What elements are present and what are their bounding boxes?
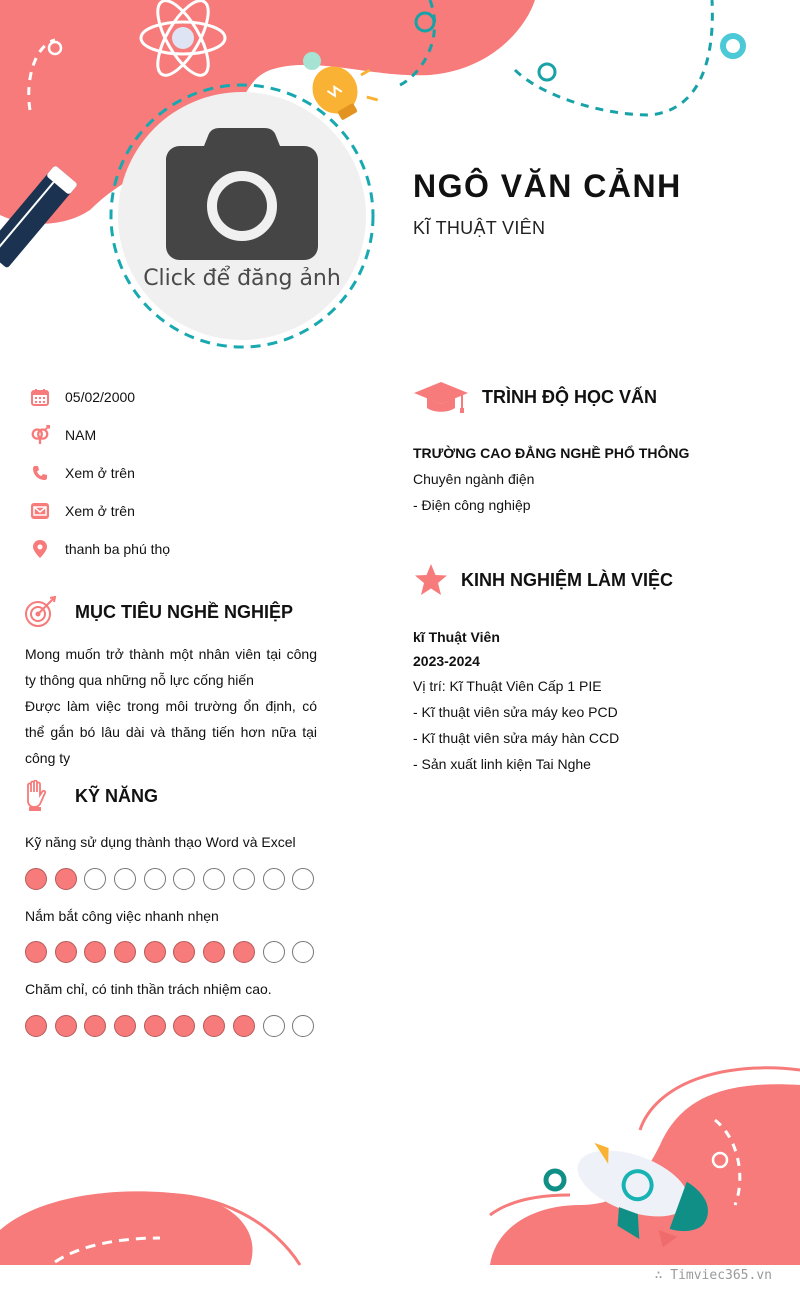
rating-dot-empty: [292, 1015, 314, 1037]
phone-icon: [30, 463, 50, 483]
info-phone: [30, 461, 135, 485]
experience-heading: KINH NGHIỆM LÀM VIỆC: [461, 569, 674, 590]
info-gender: [30, 423, 96, 447]
birthday-text: 05/02/2000: [65, 389, 136, 405]
rating-dot-filled: [233, 941, 255, 963]
star-icon: [414, 563, 448, 597]
experience-header: [414, 563, 673, 597]
rating-dot-empty: [292, 941, 314, 963]
skills-header: [24, 780, 158, 812]
rating-dot-filled: [25, 1015, 47, 1037]
rating-dot-filled: [84, 941, 106, 963]
rating-dot-empty: [263, 868, 285, 890]
experience-task: - Sản xuất linh kiện Tai Nghe: [413, 756, 591, 772]
education-header: [414, 380, 657, 414]
photo-upload-area[interactable]: [118, 92, 366, 340]
job-title: KĨ THUẬT VIÊN: [413, 218, 546, 238]
rating-dot-empty: [233, 868, 255, 890]
info-address: [30, 537, 170, 561]
rating-dot-filled: [203, 941, 225, 963]
rating-dot-filled: [55, 1015, 77, 1037]
rating-dot-filled: [25, 941, 47, 963]
rating-dot-empty: [292, 868, 314, 890]
rating-dot-filled: [114, 1015, 136, 1037]
experience-task: - Kĩ thuật viên sửa máy hàn CCD: [413, 730, 620, 746]
watermark: ∴ Timviec365.vn: [654, 1268, 772, 1283]
skill-rating: [25, 1015, 322, 1037]
rating-dot-filled: [233, 1015, 255, 1037]
skills-heading: KỸ NĂNG: [75, 785, 159, 806]
phone-text: Xem ở trên: [65, 465, 135, 481]
calendar-icon: [30, 387, 50, 407]
rating-dot-filled: [114, 941, 136, 963]
experience-position: Vị trí: Kĩ Thuật Viên Cấp 1 PIE: [413, 678, 602, 694]
experience-task: - Kĩ thuật viên sửa máy keo PCD: [413, 704, 618, 720]
rating-dot-filled: [55, 868, 77, 890]
objective-text-2: Được làm việc trong môi trường ổn định, có thể gắn bó lâu dài và thăng tiến hơn nữa tại công ty: [25, 698, 317, 766]
email-text: Xem ở trên: [65, 503, 135, 519]
rating-dot-filled: [173, 1015, 195, 1037]
education-school: TRƯỜNG CAO ĐẲNG NGHỀ PHỔ THÔNG: [413, 445, 690, 461]
graduation-cap-icon: [414, 380, 468, 414]
skill-rating: [25, 868, 322, 890]
experience-period: 2023-2024: [413, 653, 480, 669]
rating-dot-filled: [144, 941, 166, 963]
objective-text-1: Mong muốn trở thành một nhân viên tại công ty thông qua những nỗ lực cống hiến: [25, 646, 317, 688]
target-icon: [24, 596, 58, 628]
rating-dot-filled: [144, 1015, 166, 1037]
experience-company: kĩ Thuật Viên: [413, 629, 500, 645]
rating-dot-empty: [173, 868, 195, 890]
rating-dot-empty: [84, 868, 106, 890]
objective-heading: MỤC TIÊU NGHỀ NGHIỆP: [75, 601, 294, 622]
photo-upload-label[interactable]: Click để đăng ảnh: [143, 266, 341, 291]
gender-icon: [30, 425, 50, 445]
rating-dot-filled: [203, 1015, 225, 1037]
education-heading: TRÌNH ĐỘ HỌC VẤN: [482, 386, 657, 407]
info-email: [30, 499, 135, 523]
rating-dot-empty: [263, 941, 285, 963]
gender-text: NAM: [65, 427, 97, 443]
hand-icon: [24, 780, 48, 812]
skill-label: Chăm chỉ, có tinh thần trách nhiệm cao.: [25, 981, 272, 997]
address-text: thanh ba phú thọ: [65, 541, 171, 557]
rating-dot-empty: [203, 868, 225, 890]
camera-icon: [166, 128, 318, 260]
info-birthday: [30, 385, 135, 409]
rating-dot-filled: [84, 1015, 106, 1037]
rating-dot-filled: [55, 941, 77, 963]
rating-dot-filled: [173, 941, 195, 963]
education-detail: - Điện công nghiệp: [413, 497, 531, 513]
rating-dot-empty: [144, 868, 166, 890]
email-icon: [30, 501, 50, 521]
rating-dot-filled: [25, 868, 47, 890]
skill-rating: [25, 941, 322, 963]
objective-header: [24, 596, 293, 628]
candidate-name: NGÔ VĂN CẢNH: [413, 168, 682, 204]
skill-label: Nắm bắt công việc nhanh nhẹn: [25, 908, 219, 924]
rating-dot-empty: [263, 1015, 285, 1037]
location-icon: [30, 539, 50, 559]
education-major: Chuyên ngành điện: [413, 471, 535, 487]
skill-label: Kỹ năng sử dụng thành thạo Word và Excel: [25, 834, 296, 850]
rating-dot-empty: [114, 868, 136, 890]
